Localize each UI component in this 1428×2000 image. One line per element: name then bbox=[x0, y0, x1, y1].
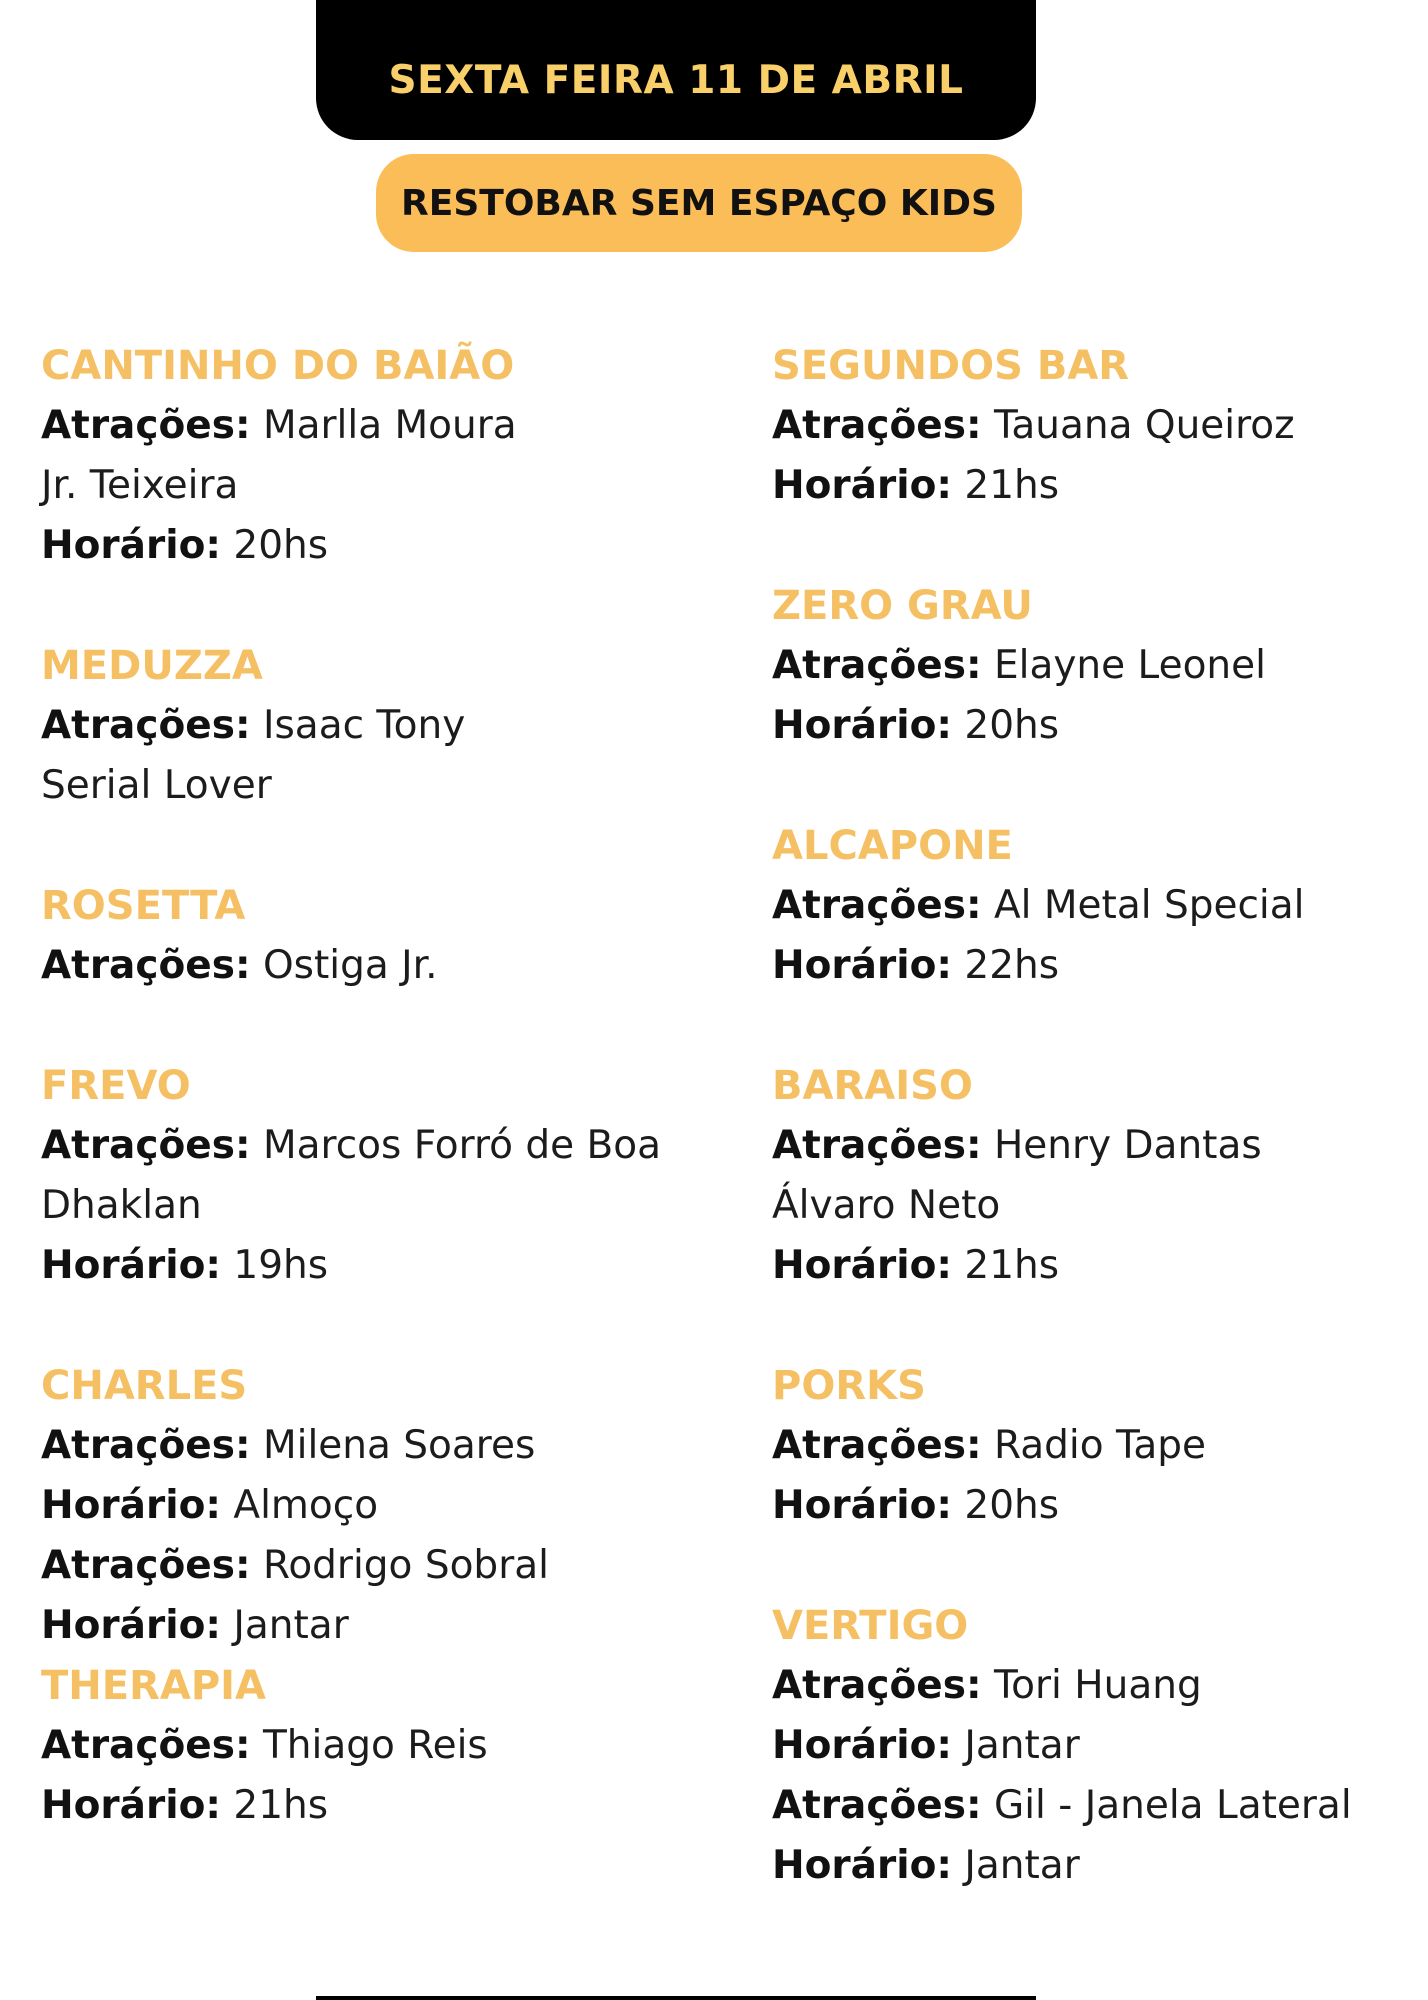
attractions-label: Atrações: bbox=[41, 703, 251, 748]
venue-name: ROSETTA bbox=[41, 883, 246, 929]
time-line bbox=[772, 1716, 1412, 1776]
attractions-line bbox=[772, 1656, 1412, 1716]
time-label: Horário: bbox=[772, 463, 952, 508]
time-value: 20hs bbox=[233, 523, 329, 568]
attractions-value: Gil - Janela Lateral bbox=[993, 1783, 1352, 1828]
attractions-label: Atrações: bbox=[41, 1723, 251, 1768]
time-label: Horário: bbox=[772, 1723, 952, 1768]
time-label: Horário: bbox=[41, 1243, 221, 1288]
attractions-label: Atrações: bbox=[41, 1123, 251, 1168]
attractions-extra: Serial Lover bbox=[41, 763, 272, 808]
attractions-label: Atrações: bbox=[41, 1423, 251, 1468]
attractions-value: Marlla Moura bbox=[262, 403, 517, 448]
time-value: 19hs bbox=[233, 1243, 329, 1288]
venue-name: ZERO GRAU bbox=[772, 583, 1033, 629]
venue-name: FREVO bbox=[41, 1063, 191, 1109]
time-value: 21hs bbox=[233, 1783, 329, 1828]
venue-name: PORKS bbox=[772, 1363, 926, 1409]
venue-category: RESTOBAR SEM ESPAÇO KIDS bbox=[401, 182, 997, 224]
venue-name: ALCAPONE bbox=[772, 823, 1013, 869]
attractions-value: Tauana Queiroz bbox=[993, 403, 1295, 448]
attractions-value: Rodrigo Sobral bbox=[262, 1543, 549, 1588]
attractions-extra: Dhaklan bbox=[41, 1183, 202, 1228]
time-line bbox=[41, 1476, 721, 1536]
attractions-label: Atrações: bbox=[772, 403, 982, 448]
attractions-label: Atrações: bbox=[41, 943, 251, 988]
attractions-line bbox=[772, 1416, 1412, 1476]
time-line bbox=[772, 1236, 1412, 1296]
time-value: 21hs bbox=[964, 463, 1060, 508]
time-line-2 bbox=[772, 1836, 1412, 1896]
time-label: Horário: bbox=[772, 1243, 952, 1288]
time-value: 20hs bbox=[964, 703, 1060, 748]
venue-porks bbox=[772, 1356, 1412, 1536]
time-label: Horário: bbox=[772, 703, 952, 748]
time-label: Horário: bbox=[41, 1603, 221, 1648]
attractions-value: Henry Dantas bbox=[993, 1123, 1262, 1168]
venue-therapia bbox=[41, 1656, 721, 1836]
time-label: Horário: bbox=[41, 1783, 221, 1828]
time-line bbox=[41, 1236, 721, 1296]
time-value: 20hs bbox=[964, 1483, 1060, 1528]
time-value: Jantar bbox=[964, 1723, 1080, 1768]
footer-divider bbox=[316, 1996, 1036, 2000]
venue-vertigo bbox=[772, 1596, 1412, 1896]
venue-name: THERAPIA bbox=[41, 1663, 266, 1709]
venue-name: CANTINHO DO BAIÃO bbox=[41, 343, 515, 389]
time-line bbox=[41, 1776, 721, 1836]
right-column bbox=[772, 336, 1412, 1896]
venue-category-pill bbox=[376, 154, 1022, 252]
attractions-value: Marcos Forró de Boa bbox=[262, 1123, 662, 1168]
venue-baraiso bbox=[772, 1056, 1412, 1296]
attractions-extra: Álvaro Neto bbox=[772, 1183, 1001, 1228]
event-date: SEXTA FEIRA 11 DE ABRIL bbox=[388, 57, 964, 103]
time-label: Horário: bbox=[772, 1483, 952, 1528]
venue-segundos-bar bbox=[772, 336, 1412, 516]
venue-cantinho-do-baiao bbox=[41, 336, 721, 576]
attractions-value: Ostiga Jr. bbox=[262, 943, 438, 988]
venue-name: VERTIGO bbox=[772, 1603, 969, 1649]
attractions-label: Atrações: bbox=[41, 403, 251, 448]
time-line bbox=[772, 696, 1412, 756]
date-banner bbox=[316, 0, 1036, 140]
attractions-line bbox=[772, 636, 1412, 696]
attractions-value: Elayne Leonel bbox=[993, 643, 1266, 688]
time-line bbox=[772, 1476, 1412, 1536]
attractions-label: Atrações: bbox=[41, 1543, 251, 1588]
time-label: Horário: bbox=[41, 523, 221, 568]
attractions-label: Atrações: bbox=[772, 643, 982, 688]
time-label: Horário: bbox=[772, 943, 952, 988]
attractions-label: Atrações: bbox=[772, 1783, 982, 1828]
venue-meduzza bbox=[41, 636, 721, 816]
time-value: 21hs bbox=[964, 1243, 1060, 1288]
venue-name: SEGUNDOS BAR bbox=[772, 343, 1130, 389]
attractions-value: Milena Soares bbox=[262, 1423, 536, 1468]
attractions-line bbox=[41, 936, 721, 996]
time-value: Jantar bbox=[233, 1603, 349, 1648]
venue-charles bbox=[41, 1356, 721, 1656]
venue-frevo bbox=[41, 1056, 721, 1296]
attractions-value: Al Metal Special bbox=[993, 883, 1305, 928]
attractions-value: Isaac Tony bbox=[262, 703, 466, 748]
time-line bbox=[772, 936, 1412, 996]
time-value: Jantar bbox=[964, 1843, 1080, 1888]
attractions-line bbox=[772, 1116, 1412, 1176]
attractions-line-2 bbox=[41, 1536, 721, 1596]
time-label: Horário: bbox=[41, 1483, 221, 1528]
venue-zero-grau bbox=[772, 576, 1412, 756]
attractions-line bbox=[41, 1416, 721, 1476]
attractions-extra: Jr. Teixeira bbox=[41, 463, 239, 508]
venue-name: MEDUZZA bbox=[41, 643, 263, 689]
venue-name: CHARLES bbox=[41, 1363, 248, 1409]
attractions-line-2 bbox=[772, 1776, 1412, 1836]
time-value: 22hs bbox=[964, 943, 1060, 988]
attractions-line bbox=[41, 396, 721, 456]
venue-alcapone bbox=[772, 816, 1412, 996]
attractions-value: Tori Huang bbox=[993, 1663, 1202, 1708]
attractions-line bbox=[41, 696, 721, 756]
attractions-label: Atrações: bbox=[772, 1123, 982, 1168]
time-line-2 bbox=[41, 1596, 721, 1656]
time-line bbox=[41, 516, 721, 576]
venue-rosetta bbox=[41, 876, 721, 996]
attractions-label: Atrações: bbox=[772, 1423, 982, 1468]
attractions-value: Radio Tape bbox=[993, 1423, 1206, 1468]
attractions-value: Thiago Reis bbox=[262, 1723, 488, 1768]
attractions-line bbox=[772, 396, 1412, 456]
attractions-label: Atrações: bbox=[772, 1663, 982, 1708]
attractions-label: Atrações: bbox=[772, 883, 982, 928]
attractions-line bbox=[41, 1716, 721, 1776]
attractions-line bbox=[41, 1116, 721, 1176]
attractions-line bbox=[772, 876, 1412, 936]
left-column bbox=[41, 336, 721, 1836]
time-label: Horário: bbox=[772, 1843, 952, 1888]
venue-name: BARAISO bbox=[772, 1063, 973, 1109]
time-value: Almoço bbox=[233, 1483, 379, 1528]
time-line bbox=[772, 456, 1412, 516]
